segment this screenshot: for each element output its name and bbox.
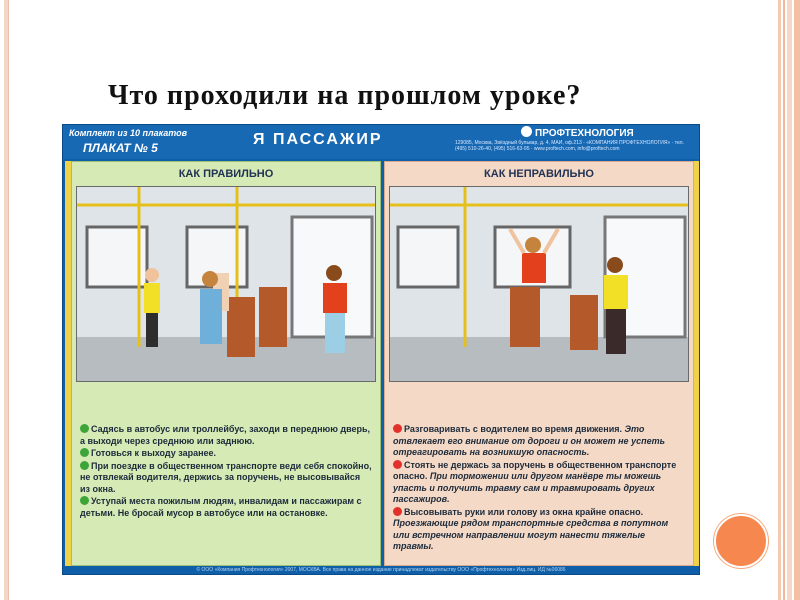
poster <box>62 124 700 575</box>
logo-icon <box>521 126 532 137</box>
green-bullet-icon <box>80 496 89 505</box>
incorrect-scene-illustration <box>389 186 689 382</box>
correct-rules-list <box>80 424 372 520</box>
list-item: Стоять не держась за поручень в общественном транспорте опасно. При торможении или другом манёвре ты можешь упасть и получить травму сам и травмировать других пассажиров. <box>393 459 677 504</box>
slide-left-border <box>4 0 9 600</box>
correct-heading: КАК ПРАВИЛЬНО <box>178 168 274 180</box>
list-item: Разговаривать с водителем во время движения. Это отвлекает его внимание от дороги и он может не успеть отреагировать на возникшую опасность. <box>393 424 665 457</box>
publisher-name: ПРОФТЕХНОЛОГИЯ <box>535 128 634 139</box>
green-bullet-icon <box>80 461 89 470</box>
green-bullet-icon <box>80 448 89 457</box>
red-bullet-icon <box>393 424 402 433</box>
incorrect-column <box>384 161 694 566</box>
list-item: Уступай места пожилым людям, инвалидам и пассажирам с детьми. Не бросай мусор в автобусе или на остановке. <box>80 496 362 518</box>
poster-footer: © ООО «Компания Профтехнология» 2007, МОСКВА. Все права на данное издание принадлежат издательству ООО «Профтехнология» Изд.лиц. ИД №06086 <box>196 567 566 573</box>
list-item: Высовывать руки или голову из окна крайне опасно. Проезжающие рядом транспортные средства в попутном или встречном направлении могут нанести тяжелые травмы. <box>393 506 669 551</box>
poster-number: ПЛАКАТ № 5 <box>83 141 158 155</box>
incorrect-rules-list <box>393 424 685 554</box>
red-bullet-icon <box>393 460 402 469</box>
publisher-logo <box>521 126 634 139</box>
slide-title: Что проходили на прошлом уроке? <box>108 80 582 111</box>
list-item: При поездке в общественном транспорте веди себя спокойно, не отвлекай водителя, держись за поручень, не высовывайся из окна. <box>80 460 372 494</box>
poster-header <box>63 125 699 159</box>
correct-scene-illustration <box>76 186 376 382</box>
red-bullet-icon <box>393 507 402 516</box>
list-item: Садясь в автобус или троллейбус, заходи в переднюю дверь, а выходи через среднюю или заднюю. <box>80 424 371 446</box>
correct-column <box>71 161 381 566</box>
slide-right-stripes <box>778 0 800 600</box>
poster-title: Я ПАССАЖИР <box>253 131 383 148</box>
incorrect-heading: КАК НЕПРАВИЛЬНО <box>484 168 594 180</box>
publisher-address: 129085, Москва, Звёздный бульвар, д. 4, МАИ, оф.213 · «КОМПАНИЯ ПРОФТЕХНОЛОГИЯ» · тел.(495) 510-26-40, (495) 516-63-95 · www.proftech.com, info@proftech.com <box>455 140 684 152</box>
list-item: Готовься к выходу заранее. <box>80 448 372 460</box>
green-bullet-icon <box>80 424 89 433</box>
decorative-circle <box>714 514 768 568</box>
poster-kit-label: Комплект из 10 плакатов <box>69 128 188 138</box>
